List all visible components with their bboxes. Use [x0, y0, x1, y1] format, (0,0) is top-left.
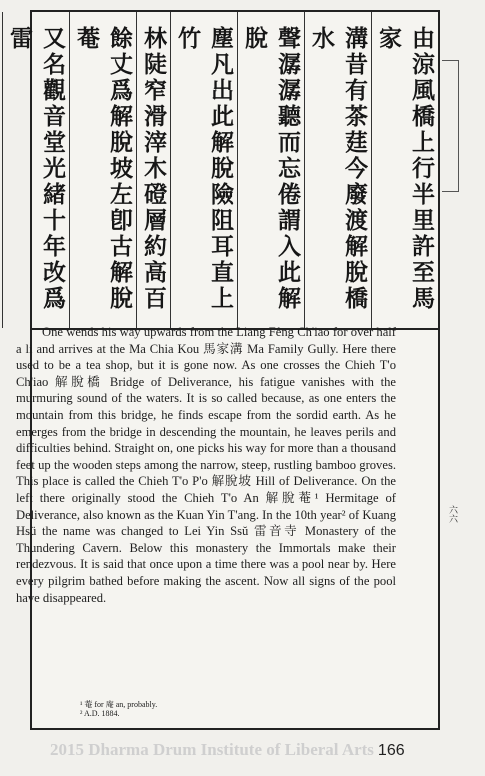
- text-column-1: 由涼風橋上行半里許至馬家: [371, 12, 438, 328]
- text-column-4: 塵凡出此解脫險阻耳直上竹: [170, 12, 237, 328]
- text-column-3: 聲潺潺聽而忘倦謂入此解脫: [237, 12, 304, 328]
- page-number: 166: [377, 742, 405, 759]
- text-column-6: 餘丈爲解脫坡左卽古解脫菴: [69, 12, 136, 328]
- footnotes: [80, 700, 157, 718]
- watermark-text: 2015 Dharma Drum Institute of Liberal Arts: [50, 740, 374, 759]
- side-page-note: 六六: [447, 505, 457, 523]
- footnote-2: ² A.D. 1884.: [80, 709, 120, 718]
- translation-paragraph: One wends his way upwards from the Liang Fêng Ch'iao for over half a li and arrives at the Ma Chia Kou 馬家溝 Ma Family Gully. Here there used to be a tea shop, but it is gone now. As one crosses the Chieh T'o Ch'iao 解脫橋 Bridge of Deliverance, his fatigue vanishes with the murmuring sound of the waters. It is so called because, as one enters the mountain from this bridge, he finds escape from the sordid earth. As he emerges from the bridge in descending the mountain, he leaves perils and difficulties behind. Straight on, one picks his way for more than a thousand feet up the wooden steps among the narrow, steep, rustling bamboo groves. This place is called the Chieh T'o P'o 解脫坡 Hill of Deliverance. On the left there originally stood the Chieh T'o An 解脫菴¹ Hermitage of Deliverance, also known as the Kuan Yin T'ang. In the 10th year² of Kuang Hsü the name was changed to Lei Yin Ssŭ 雷音寺 Monastery of the Thundering Cavern. Below this monastery the Immortals make their rendezvous. It is said that once upon a time there was a pool near by. Here every pilgrim bathed before making the ascent. Now all signs of the pool have disappeared.: [16, 325, 396, 605]
- chinese-text-columns: [6, 12, 438, 330]
- english-translation: [16, 324, 396, 606]
- margin-tab: [442, 60, 459, 192]
- text-column-2: 溝昔有茶莛今廢渡解脫橋水: [304, 12, 371, 328]
- footnote-1: ¹ 菴 for 庵 an, probably.: [80, 700, 158, 709]
- footer: [50, 740, 480, 760]
- text-column-5: 林陡窄滑滓木磴層約高百: [136, 12, 170, 328]
- text-column-7: 又名觀音堂光緒十年改爲雷: [2, 12, 69, 328]
